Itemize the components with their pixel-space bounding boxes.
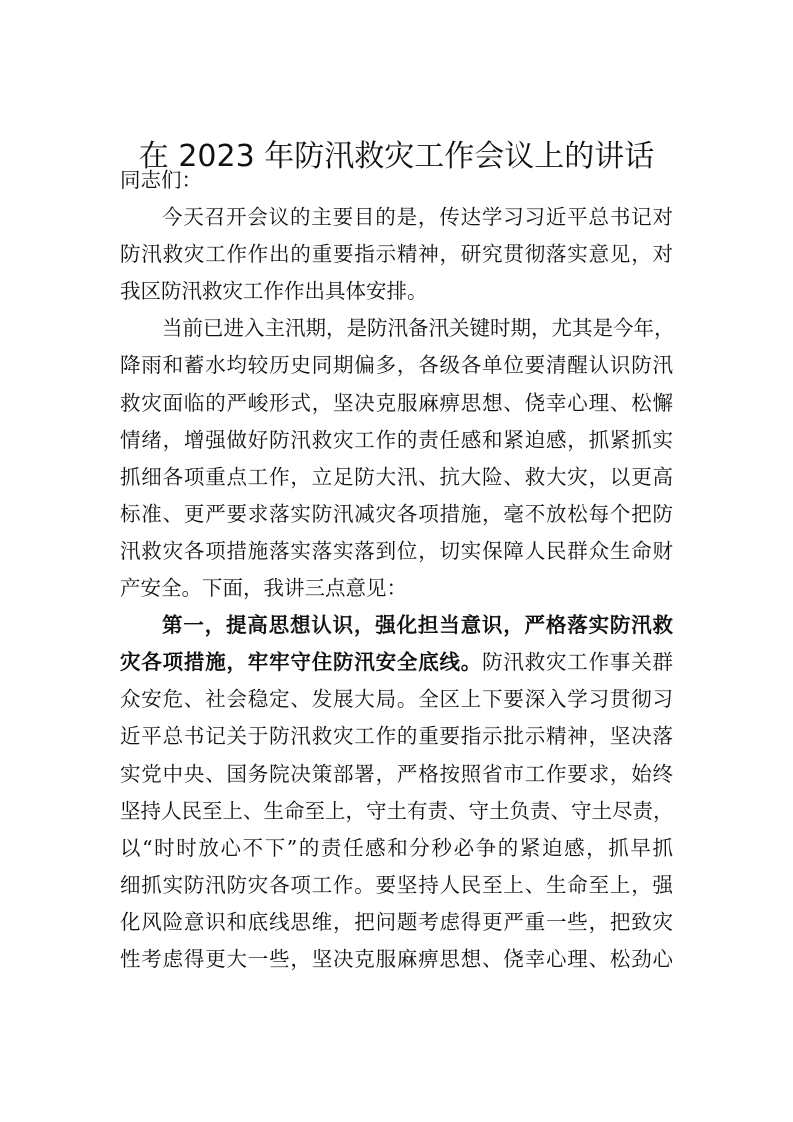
text-line: 产安全。下面，我讲三点意见： — [120, 576, 407, 601]
salutation: 同志们： — [120, 168, 202, 192]
text-line: 性考虑得更大一些，坚决克服麻痹思想、侥幸心理、松劲心 — [120, 946, 673, 971]
text-line: 众安危、社会稳定、发展大局。全区上下要深入学习贯彻习 — [120, 687, 673, 712]
text-line: 标准、更严要求落实防汛减灾各项措施，毫不放松每个把防 — [120, 501, 673, 526]
document-body — [120, 162, 673, 978]
text-line: 我区防汛救灾工作作出具体安排。 — [120, 279, 428, 304]
text-line: 降雨和蓄水均较历史同期偏多，各级各单位要清醒认识防汛 — [120, 353, 673, 378]
text-segment: 防汛救灾工作事关群 — [482, 650, 674, 675]
paragraph-1 — [120, 199, 673, 310]
paragraph-3 — [120, 607, 673, 978]
text-line: 抓细各项重点工作，立足防大汛、抗大险、救大灾，以更高 — [120, 464, 673, 489]
text-line: 当前已进入主汛期，是防汛备汛关键时期，尤其是今年， — [162, 316, 675, 341]
paragraph-2 — [120, 310, 673, 607]
text-line — [120, 644, 673, 681]
text-line: 情绪，增强做好防汛救灾工作的责任感和紧迫感，抓紧抓实 — [120, 427, 673, 452]
text-line: 今天召开会议的主要目的是，传达学习习近平总书记对 — [162, 205, 673, 230]
section-heading-line: 第一，提高思想认识，强化担当意识，严格落实防汛救 — [162, 613, 673, 638]
text-line: 救灾面临的严峻形式，坚决克服麻痹思想、侥幸心理、松懈 — [120, 390, 673, 415]
text-line: 以“时时放心不下”的责任感和分秒必争的紧迫感，抓早抓 — [120, 835, 673, 860]
text-line: 化风险意识和底线思维，把问题考虑得更严重一些，把致灾 — [120, 909, 673, 934]
document-title: 在 2023 年防汛救灾工作会议上的讲话 — [138, 139, 655, 174]
text-line: 防汛救灾工作作出的重要指示精神，研究贯彻落实意见，对 — [120, 242, 673, 267]
text-line: 坚持人民至上、生命至上，守土有责、守土负责、守土尽责， — [120, 798, 674, 823]
text-line: 实党中央、国务院决策部署，严格按照省市工作要求，始终 — [120, 761, 673, 786]
text-line: 近平总书记关于防汛救灾工作的重要指示批示精神，坚决落 — [120, 724, 673, 749]
text-line: 细抓实防汛防灾各项工作。要坚持人民至上、生命至上，强 — [120, 872, 673, 897]
section-heading-end: 灾各项措施，牢牢守住防汛安全底线。 — [120, 650, 483, 675]
text-line: 汛救灾各项措施落实落实落到位，切实保障人民群众生命财 — [120, 538, 673, 563]
